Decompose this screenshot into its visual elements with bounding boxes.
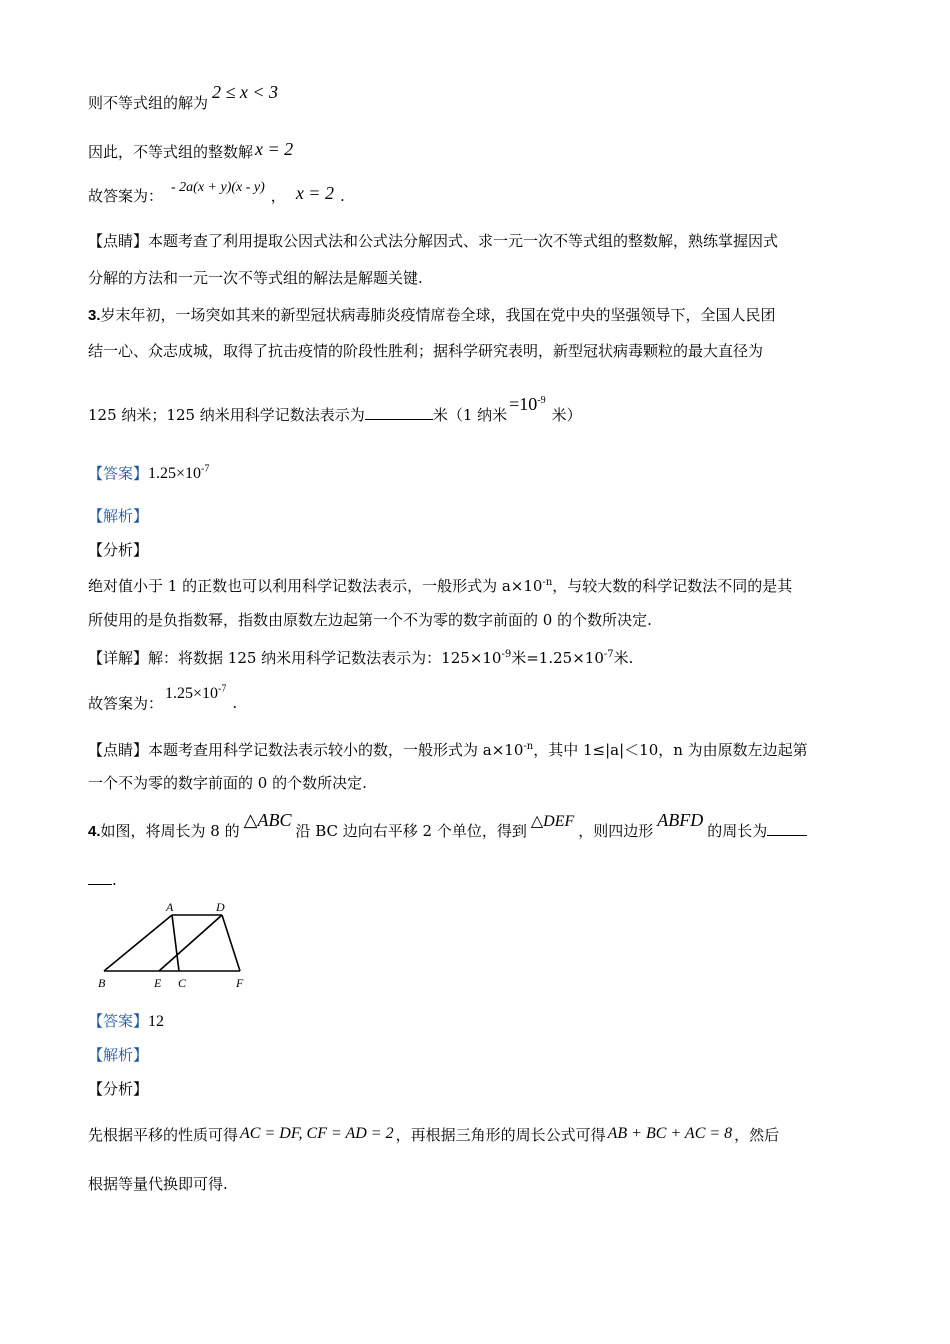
- fenxi-q4: 【分析】: [88, 1080, 149, 1098]
- question-3-blank-line: 125 纳米；125 纳米用科学记数法表示为 米（1 纳米$=10^{-9}$米）: [88, 394, 582, 424]
- dianjing-q3: 【点睛】本题考查用科学记数法表示较小的数，一般形式为 $a\times 10^{-n}$，其中 1≤|a|＜10，n 为由原数左边起第: [88, 741, 808, 759]
- integer-solution: x = 2: [255, 139, 294, 159]
- jiexi-q4: 【解析】: [88, 1046, 149, 1064]
- segment-BA: [104, 915, 172, 971]
- answer-q3: 【答案】$1.25\times 10^{-7}$: [88, 464, 210, 483]
- final-answer-q3: 故答案为：$1.25\times 10^{-7}$.: [88, 684, 238, 713]
- xiangjie-q3: 【详解】解：将数据 125 纳米用科学记数法表示为：$125\times 10^{-9}$米$=1.25\times 10^{-7}$米.: [88, 649, 634, 667]
- dianjing-q3-cont: 一个不为零的数字前面的 0 的个数所决定.: [88, 774, 367, 792]
- label-C: C: [178, 976, 187, 990]
- question-4-blank-cont: .: [88, 870, 117, 890]
- fenxi-q3: 【分析】: [88, 541, 149, 559]
- solution-line-2: 因此，不等式组的整数解 x = 2: [88, 139, 294, 161]
- answer-blank[interactable]: [365, 419, 433, 420]
- answer-q4: 【答案】12: [88, 1012, 165, 1030]
- solution-line-1: 则不等式组的解为2 ≤ x < 3: [88, 82, 279, 112]
- label-E: E: [154, 976, 162, 990]
- dianjing-q2-cont: 分解的方法和一元一次不等式组的解法是解题关键.: [88, 269, 423, 287]
- answer-blank-q4-cont[interactable]: [88, 884, 112, 885]
- factorization-answer: - 2a(x + y)(x - y): [171, 180, 265, 195]
- label-F: F: [236, 976, 244, 990]
- answer-line-q2: 故答案为： - 2a(x + y)(x - y) ， x = 2 .: [88, 180, 345, 205]
- dianjing-q2: 【点睛】本题考查了利用提取公因式法和公式法分解因式、求一元一次不等式组的整数解，熟练掌握因式: [88, 232, 779, 250]
- label-D: D: [216, 900, 225, 914]
- jiexi-q3: 【解析】: [88, 507, 149, 525]
- segment-ED: [159, 915, 222, 971]
- question-3-cont: 结一心、众志成城，取得了抗击疫情的阶段性胜利；据科学研究表明，新型冠状病毒颗粒的最大直径为: [88, 342, 764, 360]
- question-4: 4.如图，将周长为 8 的△ABC沿 BC 边向右平移 2 个单位，得到△DEF，则四边形ABFD的周长为: [88, 820, 807, 842]
- fenxi-q4-text: 先根据平移的性质可得 AC = DF, CF = AD = 2 ，再根据三角形的周长公式可得 AB + BC + AC = 8 ，然后: [88, 1125, 780, 1144]
- answer-blank-q4[interactable]: [767, 835, 807, 836]
- fenxi-q4-text2: 根据等量代换即可得.: [88, 1175, 228, 1193]
- label-B: B: [98, 976, 106, 990]
- fenxi-q3-text: 绝对值小于 1 的正数也可以利用科学记数法表示，一般形式为 $a\times 10^{-n}$，与较大数的科学记数法不同的是其: [88, 577, 793, 595]
- inequality-solution: 2 ≤ x < 3: [212, 82, 279, 102]
- label-A: A: [166, 900, 174, 914]
- translation-figure: [92, 900, 252, 992]
- question-3: 3.岁末年初，一场突如其来的新型冠状病毒肺炎疫情席卷全球，我国在党中央的坚强领导下，全国人民团: [88, 306, 776, 324]
- segment-AC: [172, 915, 179, 971]
- fenxi-q3-text2: 所使用的是负指数幂，指数由原数左边起第一个不为零的数字前面的 0 的个数所决定.: [88, 611, 652, 629]
- segment-DF: [222, 915, 240, 971]
